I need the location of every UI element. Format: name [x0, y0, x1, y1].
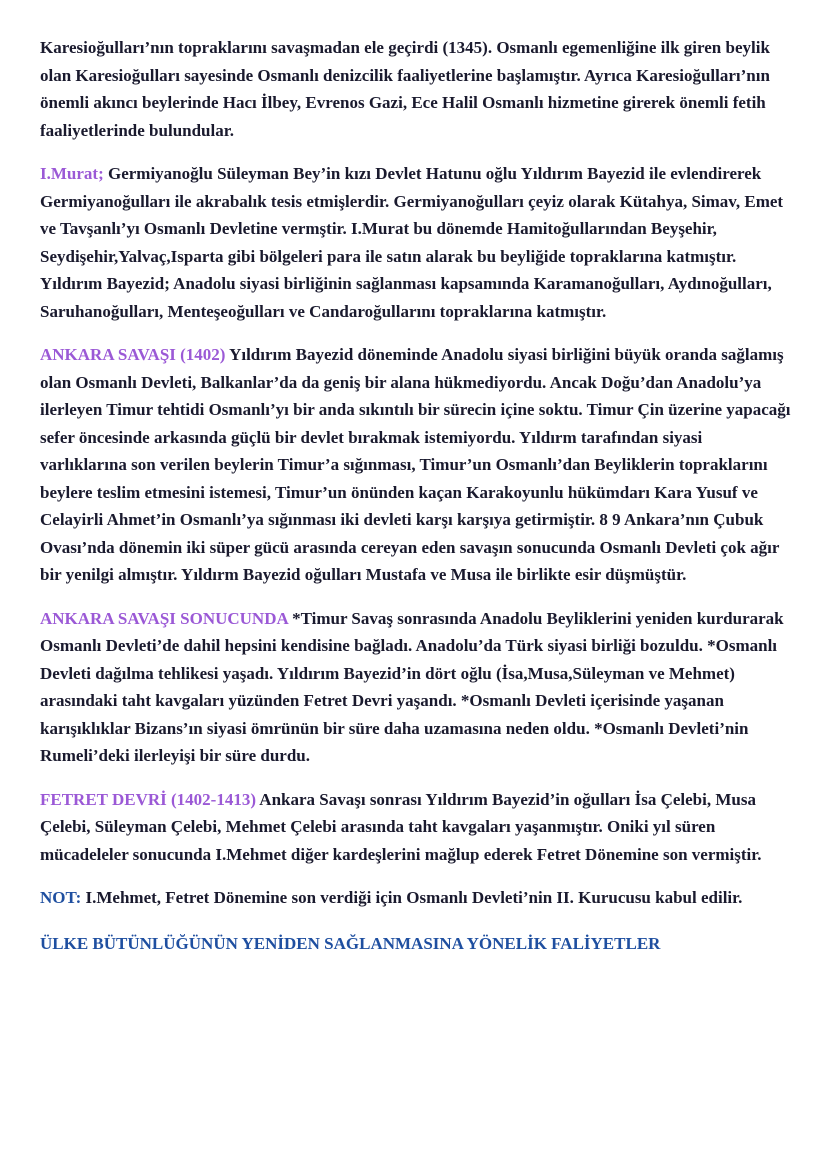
paragraph-body: Yıldırım Bayezid döneminde Anadolu siyasi birliğini büyük oranda sağlamış olan Osmanlı Devleti, Balkanlar’da da geniş bir alana hükmediyordu. Ancak Doğu’dan Anadolu’ya ilerleyen Timur tehtidi Osmanlı’yı bir anda sıkıntılı bir sürecin içine soktu. Timur Çin üzerine yapacağı sefer öncesinde arkasında güçlü bir devlet bırakmak istemiyordu. Yıldırm tarafından siyasi varlıklarına son verilen beylerin Timur’a sığınması, Timur’un Osmanlı’dan Beyliklerin topraklarını beylere teslim etmesini istemesi, Timur’un önünden kaçan Karakoyunlu hükümdarı Kara Yusuf ve Celayirli Ahmet’in Osmanlı’ya sığınması iki devleti karşı karşıya getirmiştir. 8 9 Ankara’nın Çubuk Ovası’nda dönemin iki süper gücü arasında cereyan eden savaşın sonucunda Osmanlı Devleti çok ağır bir yenilgi almıştır. Yıldırm Bayezid oğulları Mustafa ve Musa ile birlikte esir düşmüştür. — [40, 345, 791, 584]
section-heading-ankara-savasi-sonucunda: ANKARA SAVAŞI SONUCUNDA — [40, 608, 288, 628]
section-heading-ankara-savasi: ANKARA SAVAŞI (1402) — [40, 345, 226, 364]
paragraph-karesiogullari — [40, 34, 792, 144]
paragraph-body: Ankara Savaşı sonrası Yıldırım Bayezid’in oğulları İsa Çelebi, Musa Çelebi, Süleyman Çelebi, Mehmet Çelebi arasında taht kavgaları yaşanmıştır. Oniki yıl süren mücadeleler sonucunda I.Mehmet diğer kardeşlerini mağlup ederek Fetret Dönemine son vermiştir. — [40, 789, 762, 864]
paragraph-body: Germiyanoğlu Süleyman Bey’in kızı Devlet Hatunu oğlu Yıldırım Bayezid ile evlendirerek Germiyanoğulları ile akrabalık tesis etmişlerdir. Germiyanoğulları çeyiz olarak Kütahya, Simav, Emet ve Tavşanlı’yı Osmanlı Devletine vermştir. I.Murat bu dönemde Hamitoğullarından Beyşehir, Seydişehir,Yalvaç,Isparta gibi bölgeleri para ile satın alarak bu beyliğide topraklarına katmıştır. Yıldırım Bayezid; Anadolu siyasi birliğinin sağlanması kapsamında Karamanoğulları, Aydınoğulları, Saruhanoğulları, Menteşeoğulları ve Candaroğullarını topraklarına katmıştır. — [40, 164, 784, 321]
note-label: NOT: — [40, 888, 82, 907]
paragraph-fetret-devri — [40, 786, 792, 869]
paragraph-ankara-savasi-sonucunda — [40, 605, 792, 770]
paragraph-body: Karesioğulları’nın topraklarını savaşmadan ele geçirdi (1345). Osmanlı egemenliğine ilk giren beylik olan Karesioğulları sayesinde Osmanlı denizcilik faaliyetlerine başlamıştır. Ayrıca Karesioğulları’nın önemli akıncı beylerinde Hacı İlbey, Evrenos Gazi, Ece Halil Osmanlı hizmetine girerek önemli fetih faaliyetlerinde bulundular. — [40, 38, 770, 140]
paragraph-i-murat — [40, 160, 792, 325]
document-page — [40, 34, 792, 973]
paragraph-ankara-savasi — [40, 341, 792, 589]
section-heading-i-murat: I.Murat; — [40, 164, 104, 183]
section-heading-fetret-devri: FETRET DEVRİ (1402-1413) — [40, 789, 256, 809]
paragraph-body: I.Mehmet, Fetret Dönemine son verdiği için Osmanlı Devleti’nin II. Kurucusu kabul edilir. — [81, 888, 743, 907]
section-heading-ulke-butunlugu: ÜLKE BÜTÜNLÜĞÜNÜN YENİDEN SAĞLANMASINA YÖNELİK FALİYETLER — [40, 933, 661, 953]
paragraph-note — [40, 884, 792, 912]
paragraph-body: *Timur Savaş sonrasında Anadolu Beyliklerini yeniden kurdurarak Osmanlı Devleti’de dahil hepsini kendisine bağladı. Anadolu’da Türk siyasi birliği bozuldu. *Osmanlı Devleti dağılma tehlikesi yaşadı. Yıldırım Bayezid’in dört oğlu (İsa,Musa,Süleyman ve Mehmet) arasındaki taht kavgaları yüzünden Fetret Devri yaşandı. *Osmanlı Devleti içerisinde yaşanan karışıklıklar Bizans’ın siyasi ömrünün bir süre daha uzamasına neden oldu. *Osmanlı Devleti’nin Rumeli’deki ilerleyişi bir süre durdu. — [40, 608, 784, 765]
